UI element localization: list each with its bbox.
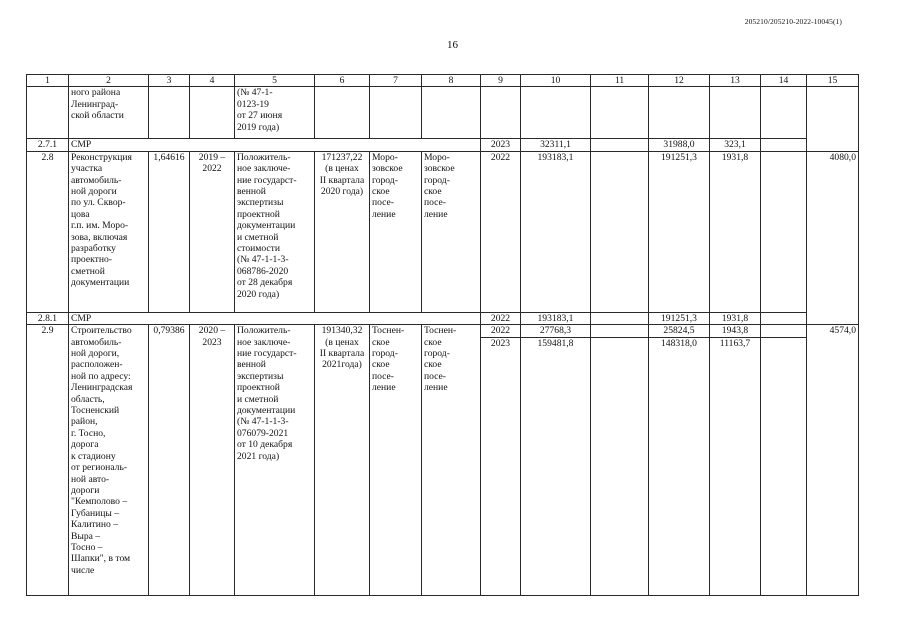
length-km: 0,79386 <box>149 325 190 595</box>
column-header: 8 <box>422 75 481 87</box>
year-cell: 2022 <box>481 312 521 324</box>
table-cell <box>761 139 807 151</box>
amount-total: 193183,1 <box>521 312 591 324</box>
amount-local: 1931,8 <box>710 312 761 324</box>
table-row <box>27 325 859 337</box>
customer: Тоснен- ское город- ское посе- ление <box>422 325 481 595</box>
table-cell <box>591 151 649 312</box>
column-header: 2 <box>69 75 149 87</box>
estimated-cost: 171237,22 (в ценах II квартала 2020 года) <box>315 151 370 312</box>
table-row <box>27 151 859 312</box>
data-table <box>26 74 859 596</box>
year-cell: 2022 <box>481 325 521 337</box>
amount-total: 159481,8 <box>521 337 591 595</box>
object-name: Строительство автомобиль- ной дороги, расположен- ной по адресу: Ленинградская область, Тосненский район, г. Тосно, дорога к стадиону от региональ- ной авто- дороги "Кемполово – Губаницы – Калитино – Выра – Тосно – Шапки", в том числе <box>69 325 149 595</box>
length-km: 1,64616 <box>149 151 190 312</box>
row-number: 2.7.1 <box>27 139 69 151</box>
table-cell <box>761 151 807 312</box>
table-cell <box>591 139 649 151</box>
table-cell <box>521 87 591 139</box>
amount-regional: 31988,0 <box>649 139 710 151</box>
year-cell: 2022 <box>481 151 521 312</box>
column-header: 10 <box>521 75 591 87</box>
expertise-conclusion: Положитель- ное заключе- ние государст- венной экспертизы проектной документации и сметной стоимости (№ 47-1-1-3- 068786-2020 от 28 декабря 2020 года) <box>235 151 315 312</box>
municipality: Тоснен- ское город- ское посе- ление <box>370 325 422 595</box>
table-row <box>27 312 859 324</box>
row-number: 2.9 <box>27 325 69 595</box>
table-cell <box>761 325 807 337</box>
row-number: 2.8 <box>27 151 69 312</box>
expertise-conclusion: Положитель- ное заключе- ние государст- венной экспертизы проектной и сметной документации (№ 47-1-1-3- 076079-2021 от 10 декабря 2021 года) <box>235 325 315 595</box>
table-cell <box>591 325 649 337</box>
table-cell <box>807 87 859 151</box>
page-number: 16 <box>447 39 458 51</box>
amount-local: 1943,8 <box>710 325 761 337</box>
column-header: 12 <box>649 75 710 87</box>
column-header: 7 <box>370 75 422 87</box>
estimated-cost: 191340,32 (в ценах II квартала 2021года) <box>315 325 370 595</box>
amount-total: 27768,3 <box>521 325 591 337</box>
table-cell <box>761 337 807 595</box>
amount-regional: 148318,0 <box>649 337 710 595</box>
expertise-continuation: (№ 47-1- 0123-19 от 27 июня 2019 года) <box>235 87 315 139</box>
column-header: 11 <box>591 75 649 87</box>
row-number: 2.8.1 <box>27 312 69 324</box>
table-cell <box>591 87 649 139</box>
amount-local: 1931,8 <box>710 151 761 312</box>
work-type: СМР <box>69 139 481 151</box>
period: 2020 – 2023 <box>190 325 235 595</box>
document-id: 205210/205210-2022-10045(1) <box>744 17 842 26</box>
column-header: 1 <box>27 75 69 87</box>
table-row <box>27 139 859 151</box>
column-header: 6 <box>315 75 370 87</box>
amount-total: 193183,1 <box>521 151 591 312</box>
amount-local: 323,1 <box>710 139 761 151</box>
amount-local: 11163,7 <box>710 337 761 595</box>
column-header: 4 <box>190 75 235 87</box>
column-header: 14 <box>761 75 807 87</box>
table-cell <box>710 87 761 139</box>
table-cell <box>315 87 370 139</box>
work-type: СМР <box>69 312 481 324</box>
table-cell <box>591 337 649 595</box>
amount-total: 32311,1 <box>521 139 591 151</box>
table-cell <box>481 87 521 139</box>
table-cell <box>591 312 649 324</box>
object-name: Реконструкция участка автомобиль- ной дороги по ул. Сквор- цова г.п. им. Моро- зова, включая разработку проектно- сметной документации <box>69 151 149 312</box>
column-header: 13 <box>710 75 761 87</box>
table-cell <box>190 87 235 139</box>
table-cell <box>149 87 190 139</box>
column-header: 15 <box>807 75 859 87</box>
capacity-value: 4080,0 <box>807 151 859 324</box>
table-cell <box>761 87 807 139</box>
year-cell: 2023 <box>481 337 521 595</box>
period: 2019 – 2022 <box>190 151 235 312</box>
municipality: Моро- зовское город- ское посе- ление <box>370 151 422 312</box>
table-cell <box>27 87 69 139</box>
amount-regional: 25824,5 <box>649 325 710 337</box>
table-cell <box>422 87 481 139</box>
amount-regional: 191251,3 <box>649 312 710 324</box>
year-cell: 2023 <box>481 139 521 151</box>
amount-regional: 191251,3 <box>649 151 710 312</box>
customer: Моро- зовское город- ское посе- ление <box>422 151 481 312</box>
capacity-value: 4574,0 <box>807 325 859 595</box>
column-header: 9 <box>481 75 521 87</box>
table-row <box>27 87 859 139</box>
object-name-continuation: ного района Ленинград- ской области <box>69 87 149 139</box>
table-cell <box>649 87 710 139</box>
column-number-row <box>27 75 859 87</box>
column-header: 5 <box>235 75 315 87</box>
column-header: 3 <box>149 75 190 87</box>
table-cell <box>761 312 807 324</box>
table-cell <box>370 87 422 139</box>
